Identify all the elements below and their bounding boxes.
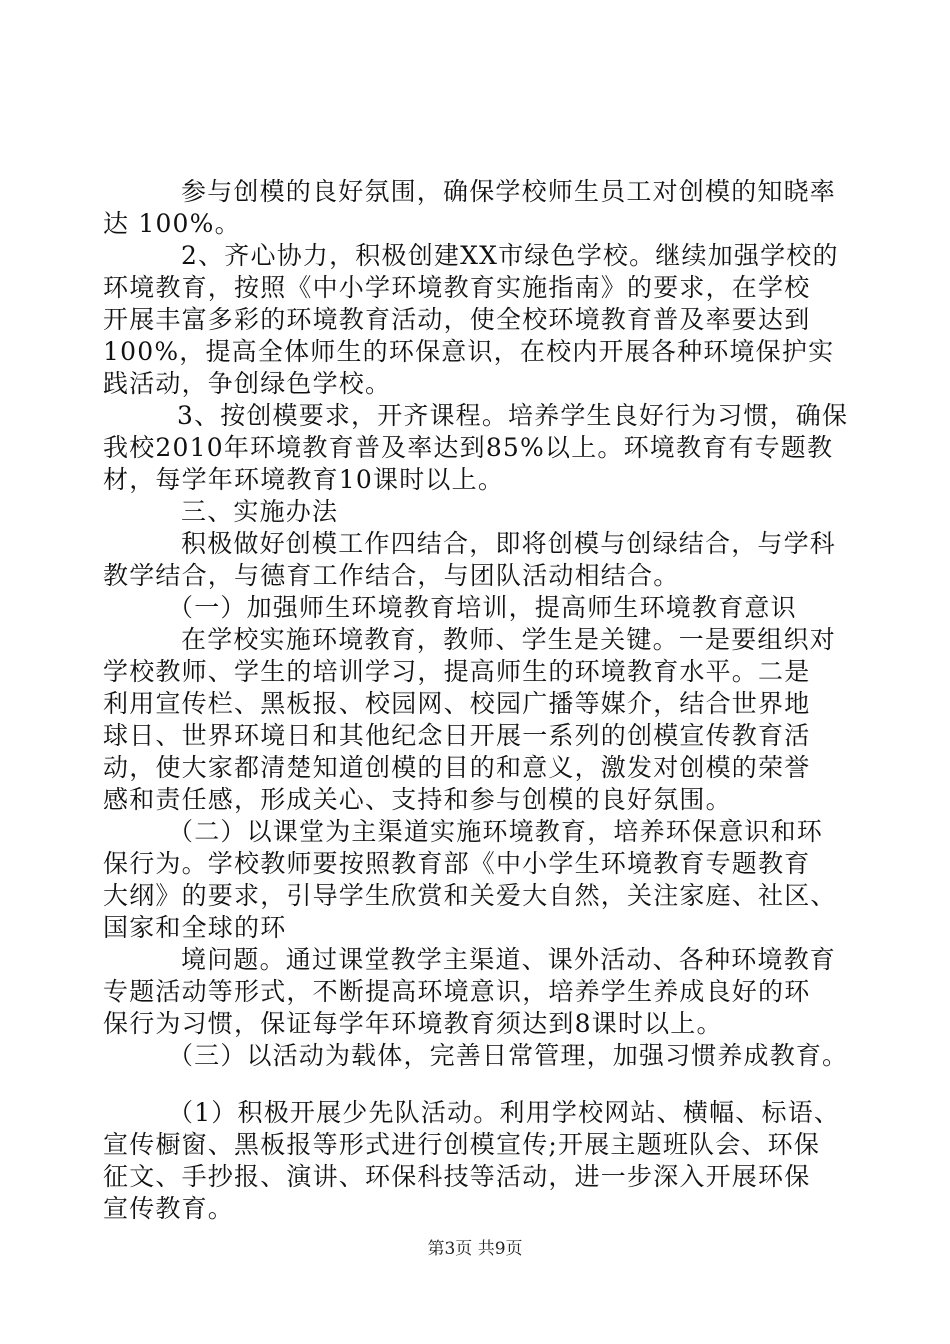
text-line: 践活动，争创绿色学校。 [103, 369, 392, 398]
text-line: 征文、手抄报、演讲、环保科技等活动，进一步深入开展环保 [103, 1162, 811, 1191]
text-line: 参与创模的良好氛围，确保学校师生员工对创模的知晓率 [181, 177, 837, 206]
text-line: 球日、世界环境日和其他纪念日开展一系列的创模宣传教育活 [103, 721, 811, 750]
subsection-heading: （一）加强师生环境教育培训，提高师生环境教育意识 [168, 593, 797, 622]
text-line: 开展丰富多彩的环境教育活动，使全校环境教育普及率要达到 [103, 305, 811, 334]
subsection-heading: （二）以课堂为主渠道实施环境教育，培养环保意识和环 [168, 817, 824, 846]
subsection-heading: （三）以活动为载体，完善日常管理，加强习惯养成教育。 [168, 1041, 849, 1070]
text-line: 利用宣传栏、黑板报、校园网、校园广播等媒介，结合世界地 [103, 689, 811, 718]
text-line: 保行为。学校教师要按照教育部《中小学生环境教育专题教育 [103, 849, 811, 878]
text-line: 我校2010年环境教育普及率达到85%以上。环境教育有专题教 [103, 433, 834, 462]
page-footer: 第3页 共9页 [427, 1239, 523, 1259]
text-line: 境问题。通过课堂教学主渠道、课外活动、各种环境教育 [181, 945, 837, 974]
text-line: 宣传教育。 [103, 1194, 235, 1223]
text-line: 宣传橱窗、黑板报等形式进行创模宣传;开展主题班队会、环保 [103, 1130, 821, 1159]
text-line: 学校教师、学生的培训学习，提高师生的环境教育水平。二是 [103, 657, 811, 686]
text-line: 2、齐心协力，积极创建XX市绿色学校。继续加强学校的 [181, 241, 839, 270]
text-line: 国家和全球的环 [103, 913, 287, 942]
text-line: 保行为习惯，保证每学年环境教育须达到8课时以上。 [103, 1009, 723, 1038]
text-line: 100%，提高全体师生的环保意识，在校内开展各种环境保护实 [103, 337, 835, 366]
text-line: 达 100%。 [103, 209, 241, 238]
text-line: 动，使大家都清楚知道创模的目的和意义，激发对创模的荣誉 [103, 753, 811, 782]
section-heading: 三、实施办法 [181, 497, 339, 526]
text-line: 大纲》的要求，引导学生欣赏和关爱大自然，关注家庭、社区、 [103, 881, 837, 910]
text-line: 材，每学年环境教育10课时以上。 [103, 465, 505, 494]
text-line: 积极做好创模工作四结合，即将创模与创绿结合，与学科 [181, 529, 837, 558]
text-line: 感和责任感，形成关心、支持和参与创模的良好氛围。 [103, 785, 732, 814]
text-line: （1）积极开展少先队活动。利用学校网站、横幅、标语、 [168, 1098, 841, 1127]
text-line: 在学校实施环境教育，教师、学生是关键。一是要组织对 [181, 625, 837, 654]
text-line: 教学结合，与德育工作结合，与团队活动相结合。 [103, 561, 680, 590]
text-line: 3、按创模要求，开齐课程。培养学生良好行为习惯，确保 [177, 401, 849, 430]
text-line: 专题活动等形式，不断提高环境意识，培养学生养成良好的环 [103, 977, 811, 1006]
text-line: 环境教育，按照《中小学环境教育实施指南》的要求，在学校 [103, 273, 811, 302]
